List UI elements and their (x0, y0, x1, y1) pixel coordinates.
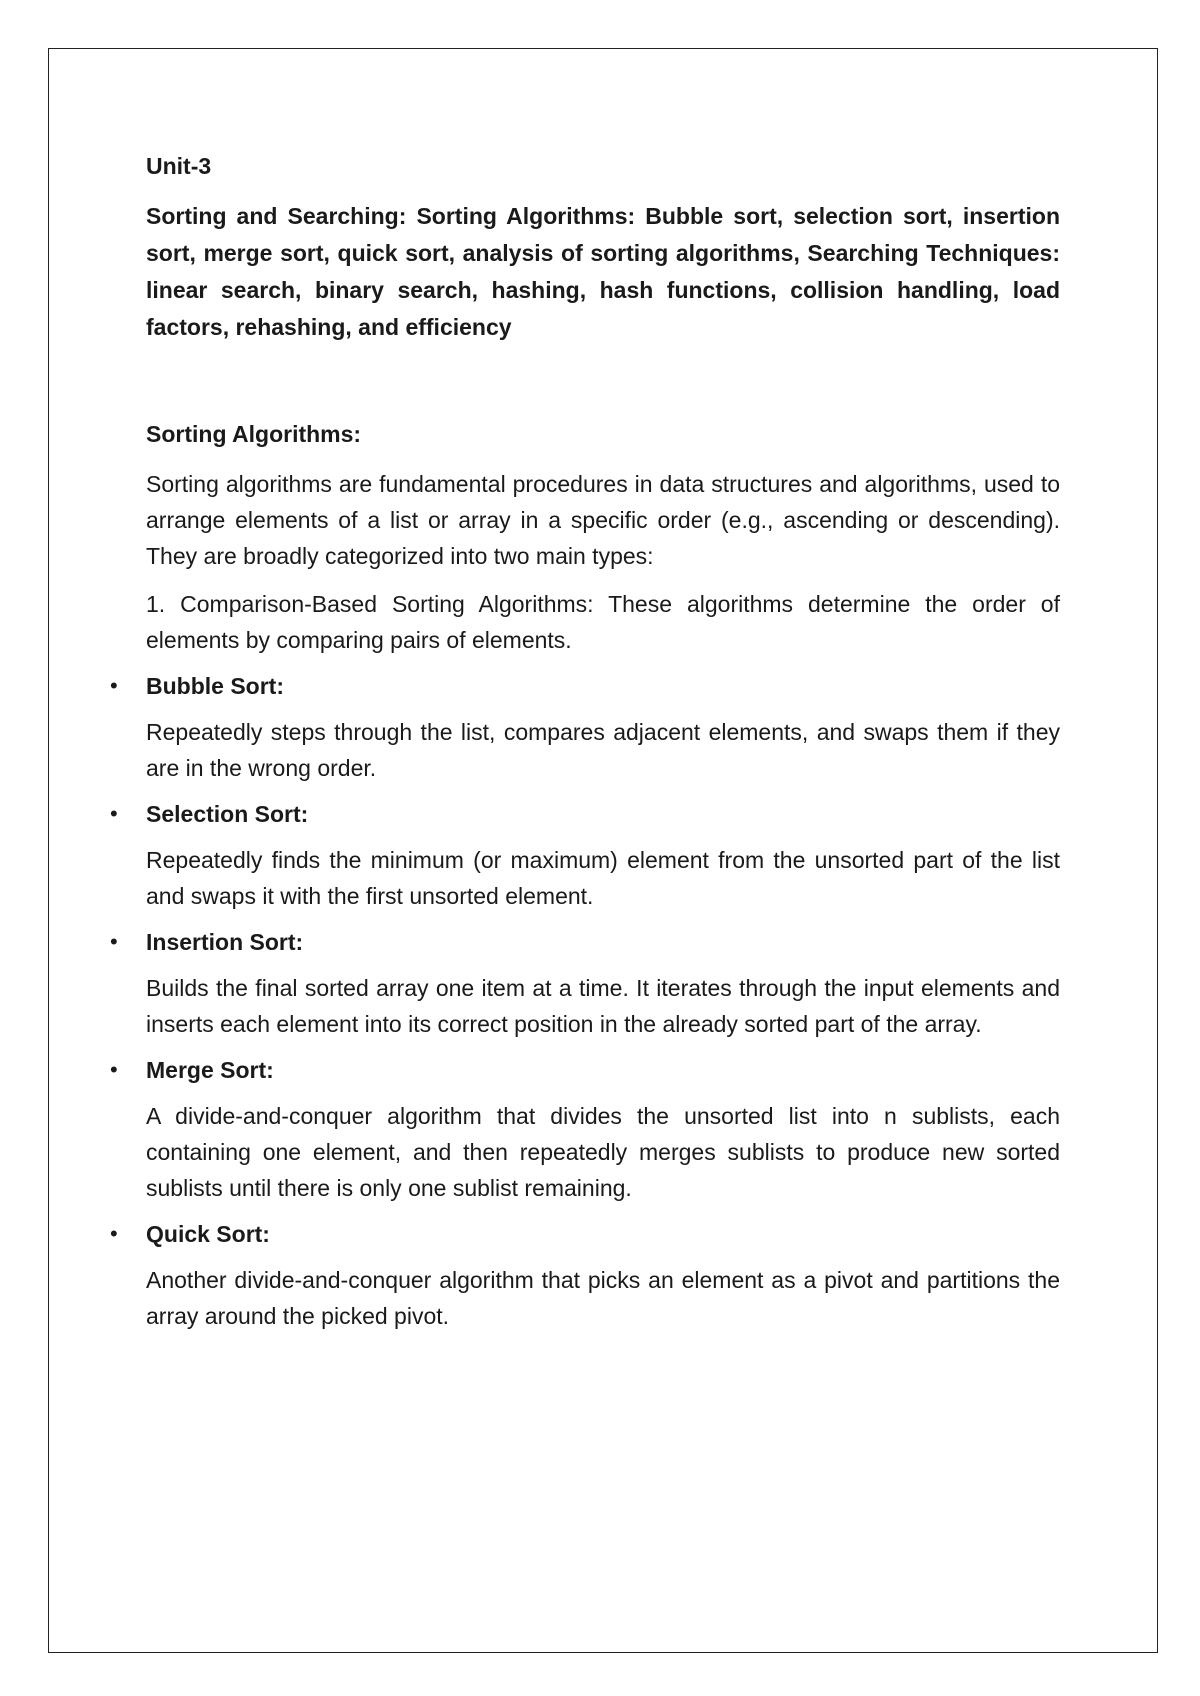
algorithm-name: Insertion Sort: (146, 929, 304, 955)
algorithm-insertion-sort (110, 924, 1060, 1042)
algorithm-selection-sort (110, 796, 1060, 914)
algorithm-name: Quick Sort: (146, 1221, 270, 1247)
bullet-icon: • (110, 929, 118, 954)
bullet-icon: • (110, 801, 118, 826)
algorithm-merge-sort (110, 1052, 1060, 1206)
intro-paragraph: Sorting algorithms are fundamental procedures in data structures and algorithms, used to arrange elements of a list or array in a specific order (e.g., ascending or descending). They are broadly categorized into two main types: (146, 471, 1060, 569)
algorithm-name: Merge Sort: (146, 1057, 274, 1083)
algorithm-name: Bubble Sort: (146, 673, 284, 699)
bullet-icon: • (110, 1057, 118, 1082)
unit-title: Unit-3 (146, 153, 212, 179)
document-body (110, 148, 1060, 1344)
algorithm-bubble-sort (110, 668, 1060, 786)
bullet-icon: • (110, 1221, 118, 1246)
algorithm-quick-sort (110, 1216, 1060, 1334)
algorithm-description: Repeatedly steps through the list, compares adjacent elements, and swaps them if they are in the wrong order. (146, 719, 1060, 781)
bullet-icon: • (110, 673, 118, 698)
algorithm-description: Builds the final sorted array one item at a time. It iterates through the input elements and inserts each element into its correct position in the already sorted part of the array. (146, 975, 1060, 1037)
syllabus-summary: Sorting and Searching: Sorting Algorithms: Bubble sort, selection sort, insertion sort, merge sort, quick sort, analysis of sorting algorithms, Searching Techniques: linear search, binary search, hashing, hash functions, collision handling, load factors, rehashing, and efficiency (146, 203, 1060, 340)
section-heading: Sorting Algorithms: (146, 421, 362, 447)
algorithm-description: Repeatedly finds the minimum (or maximum) element from the unsorted part of the list and swaps it with the first unsorted element. (146, 847, 1060, 909)
comparison-based-paragraph: 1. Comparison-Based Sorting Algorithms: These algorithms determine the order of elements by comparing pairs of elements. (146, 591, 1060, 653)
algorithm-description: A divide-and-conquer algorithm that divides the unsorted list into n sublists, each containing one element, and then repeatedly merges sublists to produce new sorted sublists until there is only one sublist remaining. (146, 1103, 1060, 1201)
algorithm-description: Another divide-and-conquer algorithm that picks an element as a pivot and partitions the array around the picked pivot. (146, 1267, 1060, 1329)
algorithm-name: Selection Sort: (146, 801, 309, 827)
